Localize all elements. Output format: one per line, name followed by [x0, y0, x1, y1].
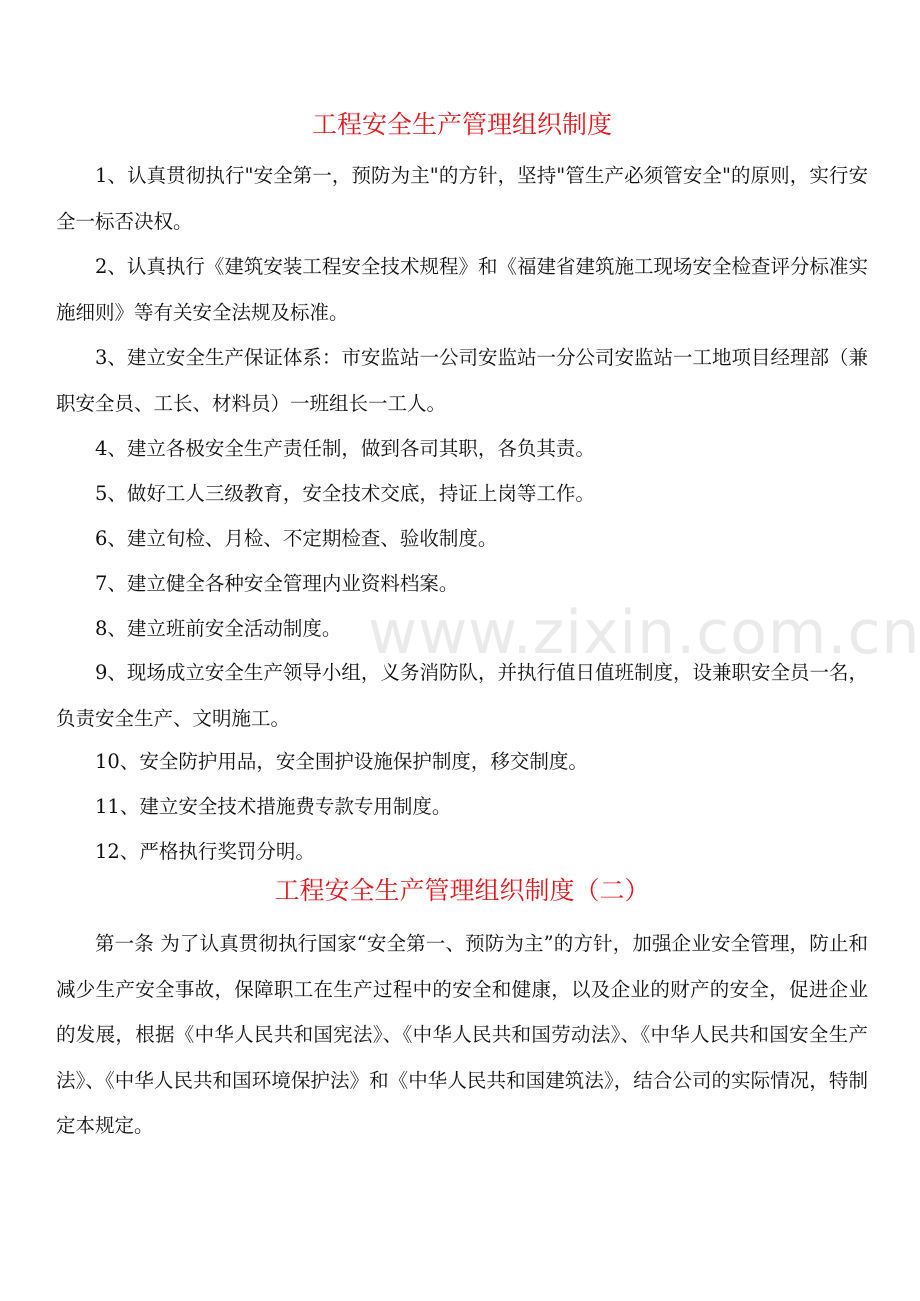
document-title-2: 工程安全生产管理组织制度（二） [274, 876, 650, 905]
list-item-6: 6、建立旬检、月检、不定期检查、验收制度。 [95, 527, 498, 550]
list-item-9: 9、现场成立安全生产领导小组，义务消防队，并执行值日值班制度，设兼职安全员一名，负责安全生产、文明施工。 [56, 661, 868, 730]
list-item-8: 8、建立班前安全活动制度。 [95, 617, 342, 640]
list-item-10: 10、安全防护用品，安全围护设施保护制度，移交制度。 [95, 750, 588, 773]
document-page [56, 0, 868, 1301]
watermark-text: www.zixin.com.cn [368, 598, 920, 668]
list-item-3: 3、建立安全生产保证体系：市安监站一公司安监站一分公司安监站一工地项目经理部（兼职安全员、工长、材料员）一班组长一工人。 [56, 346, 868, 415]
article-paragraph: 第一条 为了认真贯彻执行国家“安全第一、预防为主”的方针，加强企业安全管理，防止和减少生产安全事故，保障职工在生产过程中的安全和健康，以及企业的财产的安全，促进企业的发展，根据《中华人民共和国宪法》、《中华人民共和国劳动法》、《中华人民共和国安全生产法》、《中华人民共和国环境保护法》和《中华人民共和国建筑法》，结合公司的实际情况，特制定本规定。 [56, 932, 868, 1137]
list-item-11: 11、建立安全技术措施费专款专用制度。 [95, 795, 452, 818]
list-item-2: 2、认真执行《建筑安装工程安全技术规程》和《福建省建筑施工现场安全检查评分标准实施细则》等有关安全法规及标准。 [56, 255, 868, 324]
list-item-7: 7、建立健全各种安全管理内业资料档案。 [95, 572, 459, 595]
document-title: 工程安全生产管理组织制度 [311, 110, 612, 139]
list-item-4: 4、建立各极安全生产责任制，做到各司其职，各负其责。 [95, 437, 595, 460]
list-item-12: 12、严格执行奖罚分明。 [95, 840, 315, 863]
list-item-1: 1、认真贯彻执行"安全第一，预防为主"的方针，坚持"管生产必须管安全"的原则，实行安全一标否决权。 [56, 164, 868, 233]
list-item-5: 5、做好工人三级教育，安全技术交底，持证上岗等工作。 [95, 482, 595, 505]
